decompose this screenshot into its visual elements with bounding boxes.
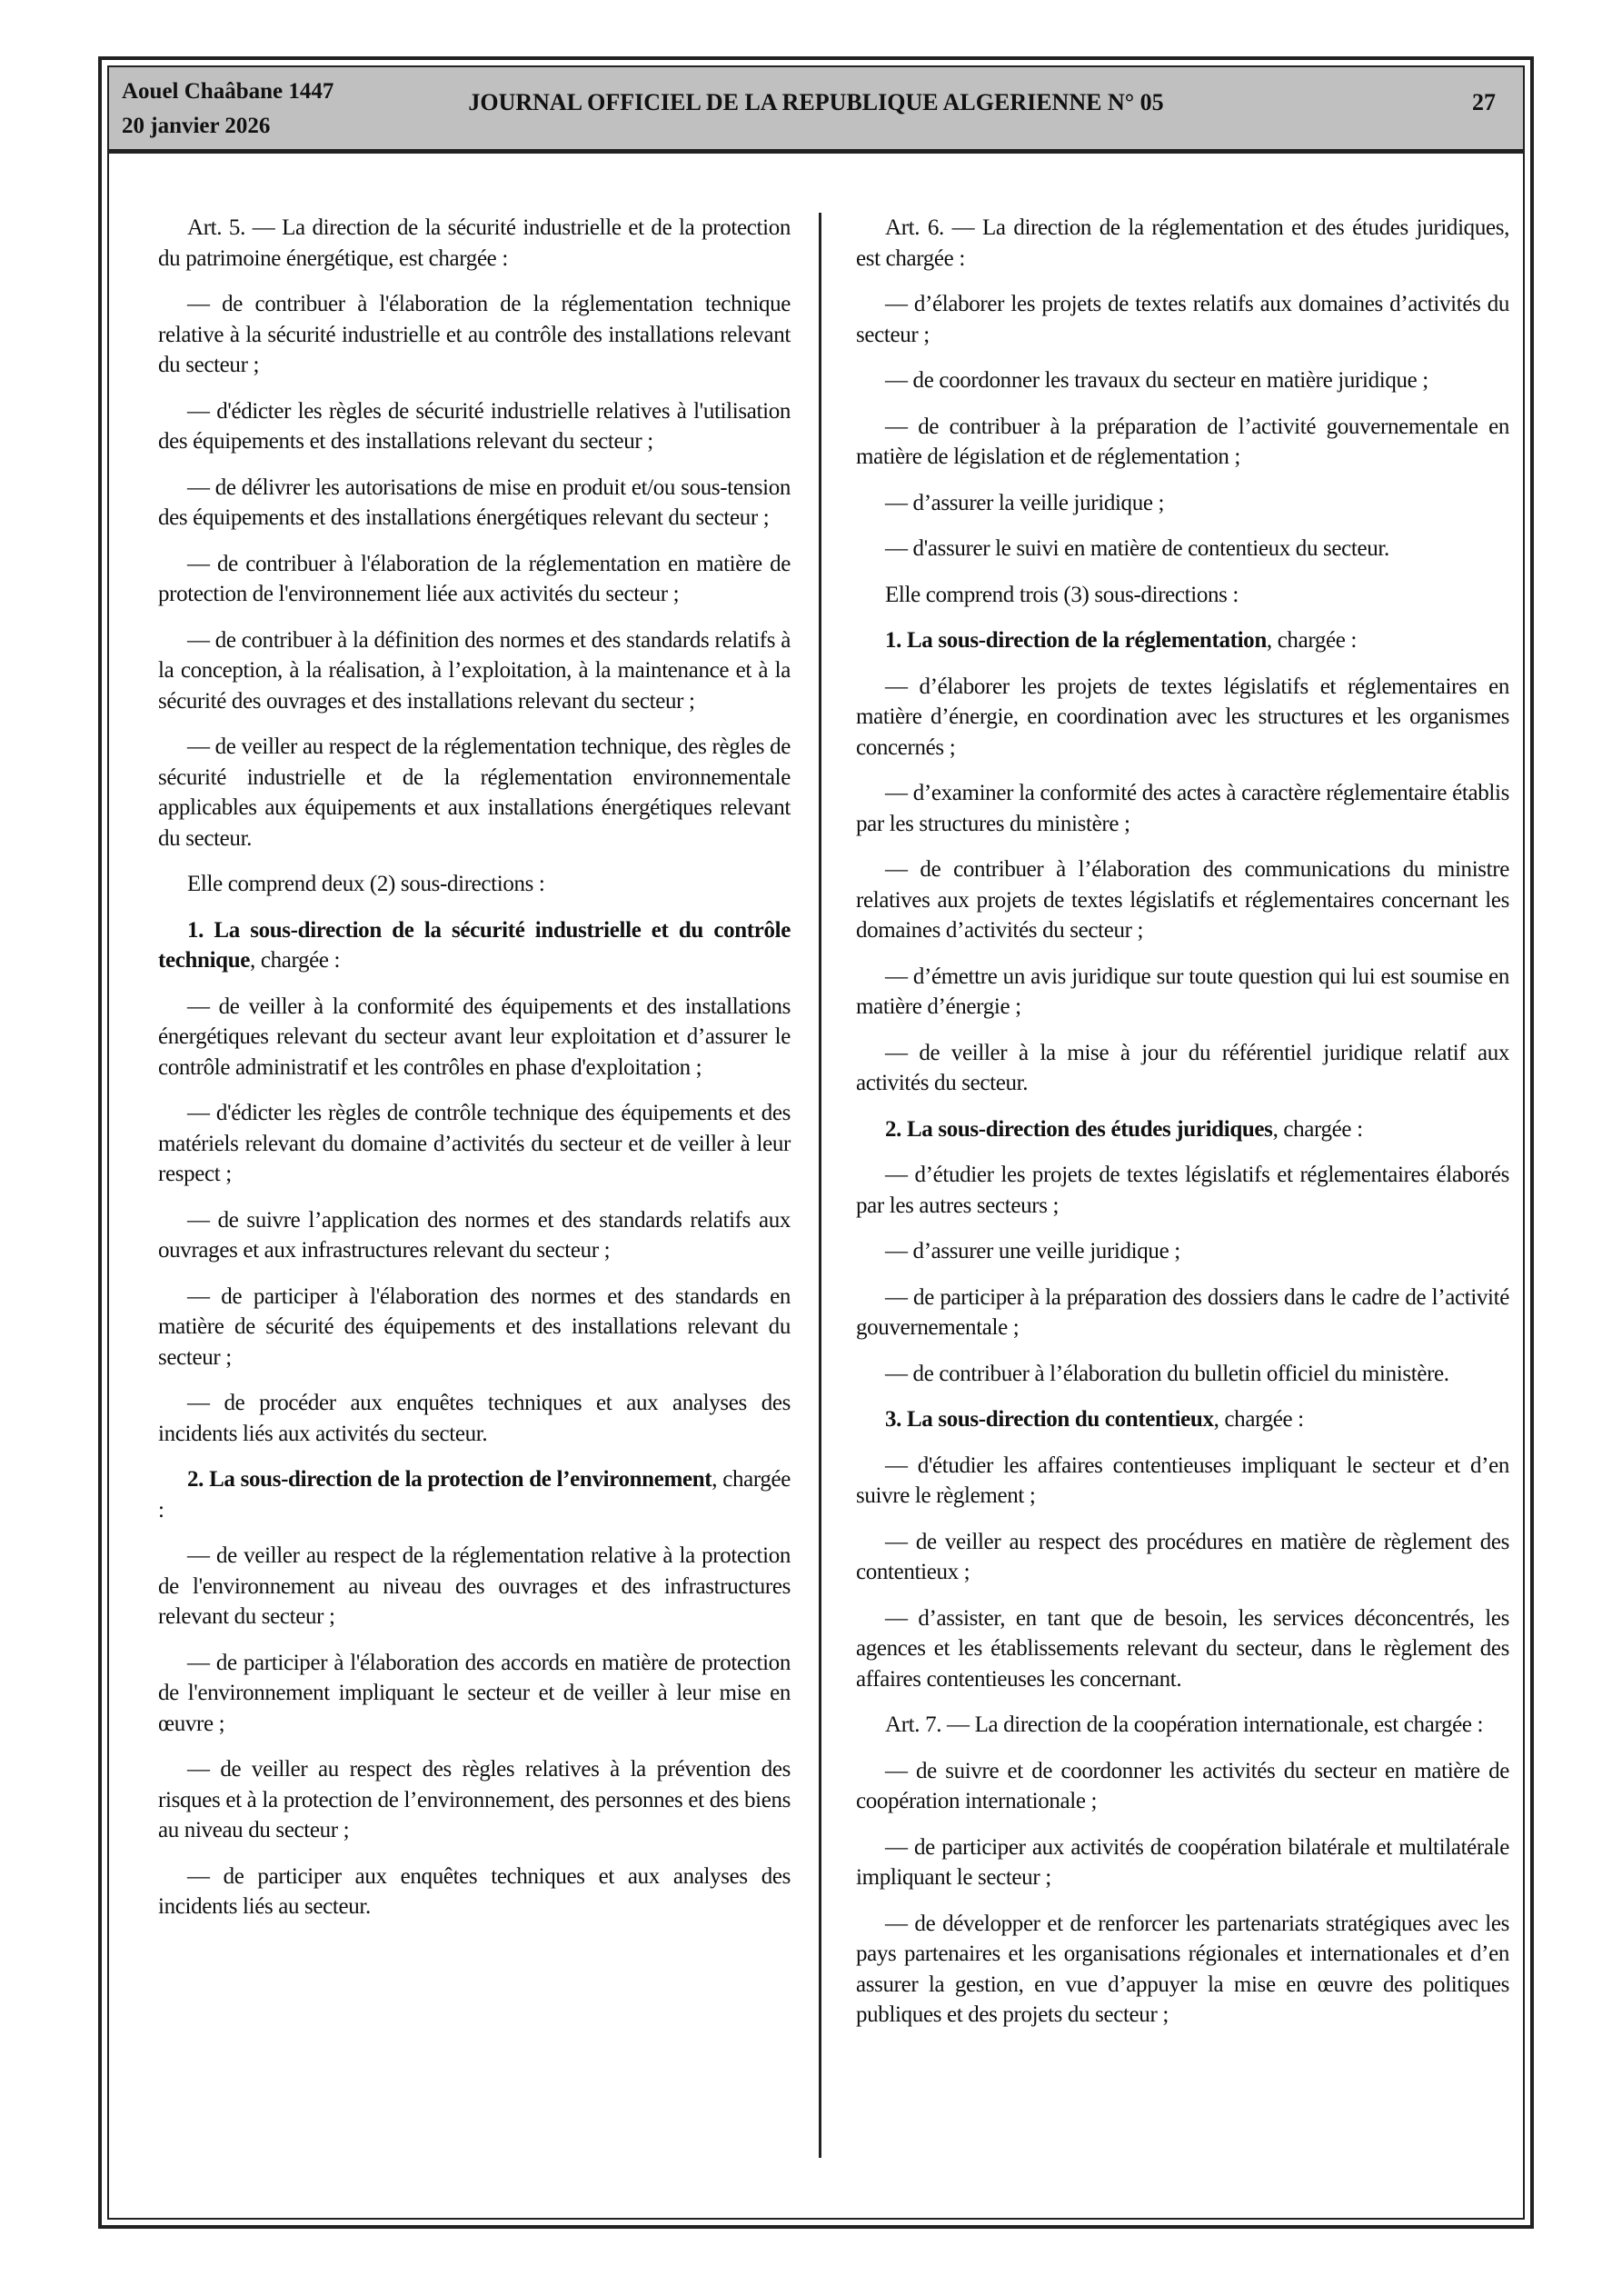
paragraph-text: — d’examiner la conformité des actes à caractère réglementaire établis par les structures du ministère ; (856, 781, 1509, 836)
paragraph-text: — de contribuer à l’élaboration du bulletin officiel du ministère. (885, 1361, 1449, 1386)
page-header (109, 67, 1523, 154)
column-divider (819, 213, 821, 2158)
paragraph-text: — d’assister, en tant que de besoin, les services déconcentrés, les agences et les établissements relevant du secteur, dans le règlement des affaires contentieuses les concernant. (856, 1605, 1509, 1692)
paragraph-text: — d’assurer une veille juridique ; (885, 1239, 1180, 1263)
paragraph (856, 365, 1509, 396)
hijri-date: Aouel Chaâbane 1447 (122, 79, 334, 104)
paragraph (158, 1282, 791, 1373)
paragraph (856, 213, 1509, 274)
paragraph-text: — de participer aux activités de coopération bilatérale et multilatérale impliquant le secteur ; (856, 1834, 1509, 1890)
paragraph-text: — de participer à la préparation des dossiers dans le cadre de l’activité gouvernementale ; (856, 1284, 1509, 1340)
paragraph-text: , chargée : (1272, 1116, 1363, 1142)
paragraph (856, 778, 1509, 839)
paragraph-text: Elle comprend deux (2) sous-directions : (187, 872, 545, 896)
section-heading (856, 1404, 1509, 1435)
paragraph (158, 1754, 791, 1846)
paragraph-text: — de veiller à la conformité des équipements et des installations énergétiques relevant du secteur avant leur exploitation et d’assurer le contrôle administratif et les contrôles en phase d'exploitation ; (158, 993, 791, 1080)
paragraph-text: , chargée : (1213, 1407, 1304, 1432)
paragraph (158, 1388, 791, 1449)
paragraph-text: — de contribuer à l’élaboration des communications du ministre relatives aux projets de textes législatifs et réglementaires concernant les domaines d’activités du secteur ; (856, 857, 1509, 943)
paragraph-text: Art. 6. — La direction de la réglementation et des études juridiques, est chargée : (856, 215, 1509, 271)
paragraph (856, 289, 1509, 350)
paragraph-text: — de participer aux enquêtes techniques et aux analyses des incidents liés au secteur. (158, 1863, 791, 1919)
paragraph-text: Art. 7. — La direction de la coopération internationale, est chargée : (885, 1712, 1484, 1737)
paragraph (856, 1038, 1509, 1099)
paragraph (158, 1098, 791, 1190)
paragraph-text: — de développer et de renforcer les partenariats stratégiques avec les pays partenaires et les organisations régionales et internationales et d’en assurer la gestion, en vue d’appuyer la mise en œuvre des politiques publiques et des projets du secteur ; (856, 1911, 1509, 2027)
gregorian-date: 20 janvier 2026 (122, 114, 271, 138)
paragraph-text: — d'édicter les règles de contrôle technique des équipements et des matériels relevant du domaine d’activités du secteur et de veiller à leur respect ; (158, 1101, 791, 1186)
paragraph-text: Art. 5. — La direction de la sécurité industrielle et de la protection du patrimoine énergétique, est chargée : (158, 215, 791, 271)
section-heading-title: 3. La sous-direction du contentieux (885, 1407, 1214, 1432)
paragraph-text: , chargée : (1266, 628, 1357, 653)
left-column (158, 213, 791, 1938)
paragraph (158, 1862, 791, 1922)
paragraph (856, 1832, 1509, 1893)
paragraph (856, 488, 1509, 519)
paragraph (158, 213, 791, 274)
paragraph (158, 869, 791, 900)
paragraph (856, 1160, 1509, 1221)
paragraph (856, 672, 1509, 764)
paragraph-text: — de veiller au respect de la réglementation relative à la protection de l'environnement au niveau des ouvrages et des infrastructures relevant du secteur ; (158, 1543, 791, 1629)
paragraph-text: — de participer à l'élaboration des normes et des standards en matière de sécurité des équipements et des installations relevant du secteur ; (158, 1283, 791, 1370)
paragraph-text: — d'étudier les affaires contentieuses impliquant le secteur et d’en suivre le règlement ; (856, 1452, 1509, 1508)
right-column (856, 213, 1509, 2046)
paragraph (158, 1541, 791, 1632)
paragraph (856, 1756, 1509, 1817)
paragraph-text: — de veiller au respect des procédures en matière de règlement des contentieux ; (856, 1529, 1509, 1584)
paragraph-text: — de procéder aux enquêtes techniques et aux analyses des incidents liés aux activités du secteur. (158, 1391, 791, 1446)
paragraph-text: — d'assurer le suivi en matière de contentieux du secteur. (885, 536, 1389, 561)
paragraph-text: — de suivre et de coordonner les activités du secteur en matière de coopération internationale ; (856, 1758, 1509, 1813)
paragraph (158, 396, 791, 457)
paragraph (158, 992, 791, 1083)
paragraph-text: — de suivre l’application des normes et des standards relatifs aux ouvrages et aux infrastructures relevant du secteur ; (158, 1207, 791, 1263)
paragraph-text: — d’assurer la veille juridique ; (885, 490, 1165, 515)
paragraph (158, 732, 791, 854)
section-heading-title: 2. La sous-direction des études juridiques (885, 1116, 1273, 1142)
page-inner-frame (107, 65, 1525, 2220)
paragraph (856, 412, 1509, 473)
paragraph-text: — de délivrer les autorisations de mise en produit et/ou sous-tension des équipements et des installations énergétiques relevant du secteur ; (158, 474, 791, 530)
paragraph-text: — de contribuer à l'élaboration de la réglementation en matière de protection de l'environnement liée aux activités du secteur ; (158, 551, 791, 606)
paragraph (158, 1205, 791, 1266)
section-heading (856, 1114, 1509, 1145)
paragraph (856, 854, 1509, 946)
paragraph-text: — d’étudier les projets de textes législatifs et réglementaires élaborés par les autres secteurs ; (856, 1163, 1509, 1218)
section-heading (158, 915, 791, 976)
paragraph-text: , chargée : (158, 1467, 791, 1522)
paragraph (158, 549, 791, 610)
paragraph-text: — de participer à l'élaboration des accords en matière de protection de l'environnement impliquant le secteur et de veiller à leur mise en œuvre ; (158, 1650, 791, 1736)
section-heading-title: 1. La sous-direction de la sécurité industrielle et du contrôle technique (158, 917, 791, 973)
paragraph (856, 1451, 1509, 1512)
paragraph (856, 1236, 1509, 1267)
paragraph (856, 1527, 1509, 1588)
section-heading (856, 625, 1509, 656)
paragraph-text: — de veiller à la mise à jour du référentiel juridique relatif aux activités du secteur. (856, 1040, 1509, 1095)
paragraph (856, 534, 1509, 564)
paragraph (856, 1710, 1509, 1741)
paragraph (856, 580, 1509, 611)
paragraph-text: — de contribuer à l'élaboration de la réglementation technique relative à la sécurité industrielle et au contrôle des installations relevant du secteur ; (158, 292, 791, 377)
paragraph-text: , chargée : (250, 948, 341, 973)
paragraph (856, 1283, 1509, 1343)
paragraph-text: — d’élaborer les projets de textes législatifs et réglementaires en matière d’énergie, en coordination avec les structures et les organismes concernés ; (856, 674, 1509, 760)
paragraph (856, 962, 1509, 1023)
page-number: 27 (1472, 89, 1496, 115)
paragraph-text: — de veiller au respect de la réglementation technique, des règles de sécurité industrielle et de la réglementation environnementale applicables aux équipements et aux installations énergétiques relevant du secteur. (158, 734, 791, 851)
paragraph (856, 1359, 1509, 1390)
paragraph-text: — de veiller au respect des règles relatives à la prévention des risques et à la protection de l’environnement, des personnes et des biens au niveau du secteur ; (158, 1757, 791, 1842)
paragraph-text: Elle comprend trois (3) sous-directions : (885, 582, 1239, 607)
page-frame (98, 56, 1534, 2229)
paragraph-text: — d'édicter les règles de sécurité industrielle relatives à l'utilisation des équipements et des installations relevant du secteur ; (158, 398, 791, 454)
paragraph (158, 289, 791, 381)
paragraph-text: — de contribuer à la préparation de l’activité gouvernementale en matière de législation et de réglementation ; (856, 414, 1509, 469)
paragraph (856, 1603, 1509, 1695)
journal-title: JOURNAL OFFICIEL DE LA REPUBLIQUE ALGERIENNE N° 05 (468, 89, 1164, 115)
paragraph (158, 625, 791, 717)
paragraph (158, 1648, 791, 1740)
paragraph (158, 473, 791, 534)
paragraph-text: — de coordonner les travaux du secteur en matière juridique ; (885, 368, 1428, 393)
paragraph-text: — de contribuer à la définition des normes et des standards relatifs à la conception, à la réalisation, à l’exploitation, à la maintenance et à la sécurité des ouvrages et des installations relevant du secteur ; (158, 627, 791, 714)
paragraph-text: — d’émettre un avis juridique sur toute question qui lui est soumise en matière d’énergie ; (856, 963, 1509, 1019)
section-heading-title: 1. La sous-direction de la réglementation (885, 628, 1267, 653)
section-heading-title: 2. La sous-direction de la protection de l’environnement (187, 1467, 712, 1492)
paragraph-text: — d’élaborer les projets de textes relatifs aux domaines d’activités du secteur ; (856, 292, 1509, 347)
section-heading (158, 1464, 791, 1525)
paragraph (856, 1909, 1509, 2031)
